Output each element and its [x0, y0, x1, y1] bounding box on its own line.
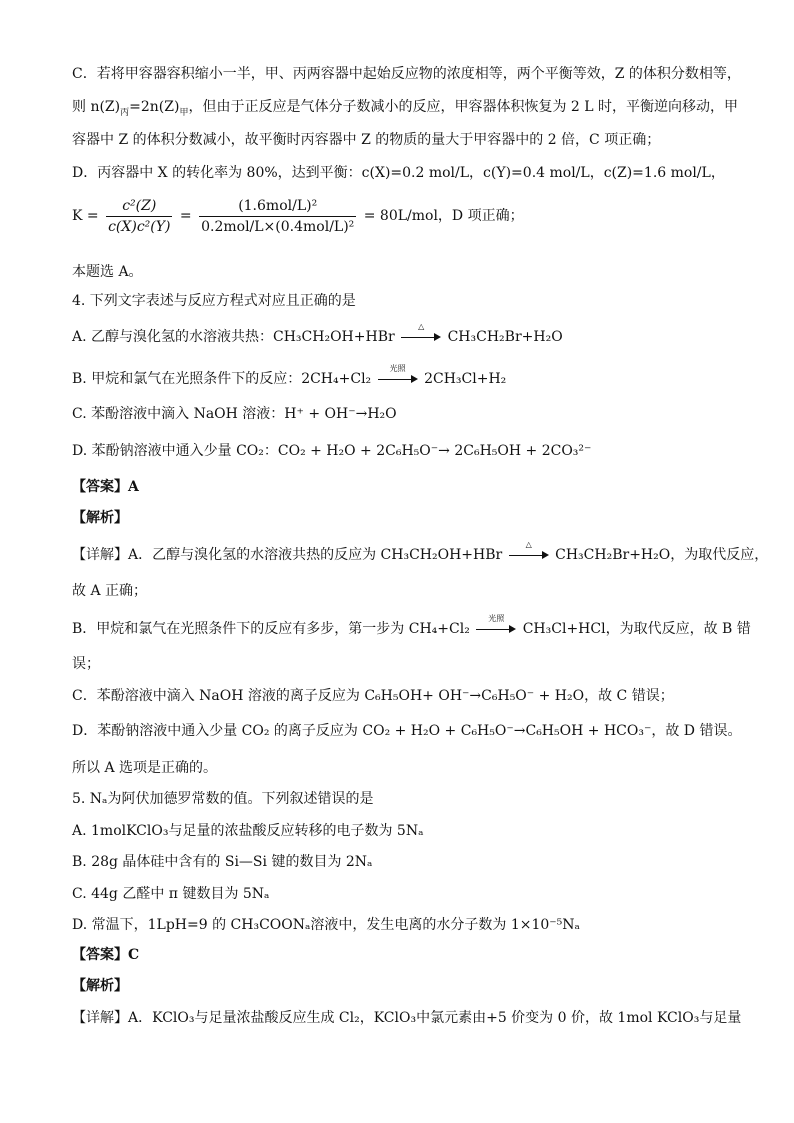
- question-5-option-c: C. 44g 乙醛中 π 键数目为 5Nₐ: [72, 886, 270, 902]
- text-span: B. 甲烷和氯气在光照条件下的反应：2CH₄+Cl₂: [72, 371, 372, 387]
- text-line: 【详解】A．KClO₃与足量浓盐酸反应生成 Cl₂，KClO₃中氯元素由+5 价变为 0 价，故 1mol KClO₃与足量: [72, 1010, 742, 1026]
- equilibrium-constant-formula: [72, 194, 734, 238]
- text-span: c(X)=0.2 mol/L，c(Y)=0.4 mol/L，c(Z)=1.6 mol/L，: [361, 165, 725, 181]
- text-span: B．甲烷和氯气在光照条件下的反应有多步，第一步为 CH₄+Cl₂: [72, 621, 470, 637]
- text-span: 【详解】A．乙醇与溴化氢的水溶液共热的反应为 CH₃CH₂OH+HBr: [72, 547, 503, 563]
- question-5-option-d: D. 常温下，1LpH=9 的 CH₃COONₐ溶液中，发生电离的水分子数为 1×10⁻⁵Nₐ: [72, 917, 580, 933]
- text-line: [72, 163, 734, 183]
- fraction: [106, 197, 172, 236]
- question-4-stem: 4. 下列文字表述与反应方程式对应且正确的是: [72, 293, 356, 309]
- subscript: 丙: [120, 107, 130, 118]
- subscript: 甲: [179, 107, 189, 118]
- question-4-option-b: [72, 364, 734, 389]
- reaction-arrow: [378, 364, 418, 385]
- question-4-option-a: [72, 322, 734, 347]
- reaction-arrow: [509, 540, 549, 561]
- text-line: [72, 97, 739, 118]
- text-span: =2n(Z): [129, 99, 180, 115]
- answer-label: 【答案】A: [72, 479, 139, 495]
- reaction-arrow: [476, 614, 516, 635]
- k-result: = 80L/mol，D 项正确；: [363, 208, 524, 224]
- reaction-arrow: [401, 322, 441, 343]
- text-span: 2CH₃Cl+H₂: [424, 371, 507, 387]
- text-span: D．丙容器中 X 的转化率为 80%，达到平衡：: [72, 165, 362, 181]
- equals-sign: =: [179, 208, 192, 224]
- text-span: CH₃CH₂Br+H₂O，为取代反应，: [555, 547, 769, 563]
- answer-label: 【答案】C: [72, 947, 140, 963]
- fraction-denominator: 0.2mol/L×(0.4mol/L)²: [201, 218, 355, 235]
- text-line: 所以 A 选项是正确的。: [72, 760, 218, 776]
- text-line: 故 A 正确；: [72, 583, 148, 599]
- text-span: CH₃CH₂Br+H₂O: [447, 329, 563, 345]
- text-span: ，但由于正反应是气体分子数减小的反应，甲容器体积恢复为 2 L 时，平衡逆向移动，甲: [188, 99, 739, 115]
- question-5-option-a: A. 1molKClO₃与足量的浓盐酸反应转移的电子数为 5Nₐ: [72, 823, 424, 839]
- fraction-numerator: (1.6mol/L)²: [199, 197, 356, 217]
- text-line: C．苯酚溶液中滴入 NaOH 溶液的离子反应为 C₆H₅OH+ OH⁻→C₆H₅O⁻ + H₂O，故 C 错误；: [72, 688, 674, 704]
- analysis-label: 【解析】: [72, 978, 128, 994]
- arrow-condition: 光照: [488, 614, 505, 623]
- text-line: C．若将甲容器容积缩小一半，甲、丙两容器中起始反应物的浓度相等，两个平衡等效，Z 的体积分数相等，: [72, 66, 741, 82]
- text-line: 容器中 Z 的体积分数减小，故平衡时丙容器中 Z 的物质的量大于甲容器中的 2 倍，C 项正确；: [72, 132, 661, 148]
- text-span: A. 乙醇与溴化氢的水溶液共热：CH₃CH₂OH+HBr: [72, 329, 395, 345]
- question-4-option-d: D. 苯酚钠溶液中通入少量 CO₂：CO₂ + H₂O + 2C₆H₅O⁻→ 2C₆H₅OH + 2CO₃²⁻: [72, 443, 592, 459]
- question-5-stem: 5. Nₐ为阿伏加德罗常数的值。下列叙述错误的是: [72, 791, 374, 807]
- text-line: 误；: [72, 656, 100, 672]
- text-span: CH₃Cl+HCl，为取代反应，故 B 错: [522, 621, 751, 637]
- analysis-label: 【解析】: [72, 510, 128, 526]
- question-5-option-b: B. 28g 晶体硅中含有的 Si—Si 键的数目为 2Nₐ: [72, 854, 373, 870]
- arrow-condition: △: [525, 540, 532, 549]
- arrow-condition: △: [418, 322, 425, 331]
- text-line: D．苯酚钠溶液中通入少量 CO₂ 的离子反应为 CO₂ + H₂O + C₆H₅O⁻→C₆H₅OH + HCO₃⁻，故 D 错误。: [72, 723, 742, 739]
- fraction: [199, 197, 356, 236]
- text-line: [72, 614, 751, 639]
- fraction-numerator: c²(Z): [106, 197, 172, 217]
- fraction-denominator: c(X)c²(Y): [108, 218, 171, 235]
- question-4-option-c: C. 苯酚溶液中滴入 NaOH 溶液：H⁺ + OH⁻→H₂O: [72, 406, 397, 422]
- k-label: K =: [72, 208, 99, 224]
- arrow-condition: 光照: [389, 364, 406, 373]
- text-line: [72, 540, 769, 565]
- text-line: 本题选 A。: [72, 264, 143, 280]
- text-span: 则 n(Z): [72, 99, 121, 115]
